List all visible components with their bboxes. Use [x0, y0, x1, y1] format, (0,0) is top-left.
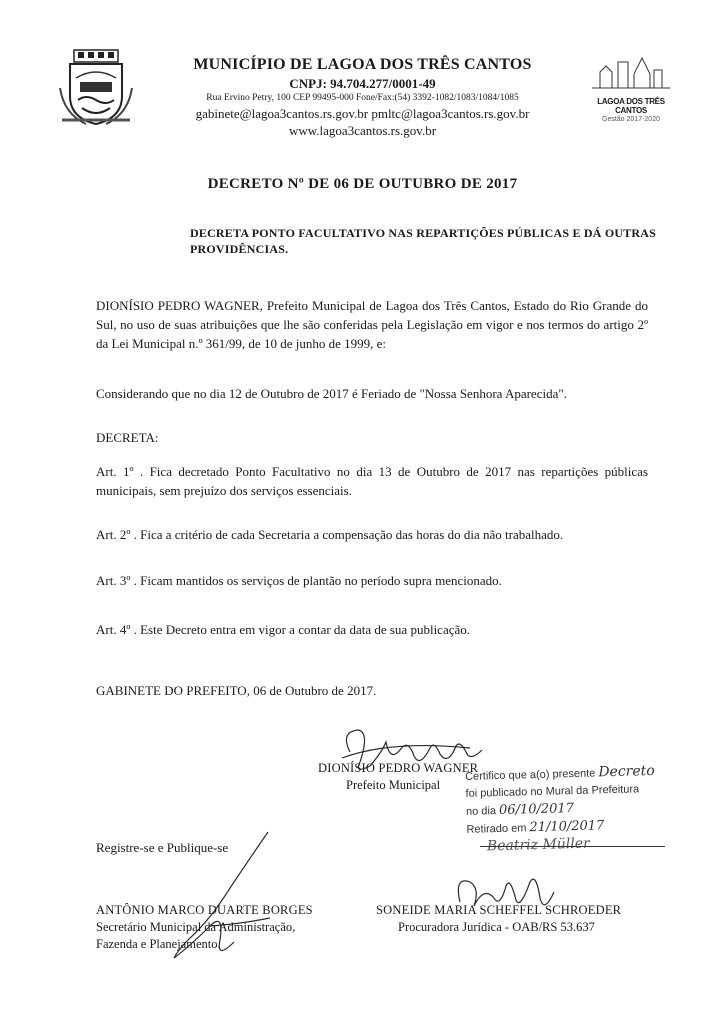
- website: www.lagoa3cantos.rs.gov.br: [288, 123, 437, 138]
- attorney-name: SONEIDE MARIA SCHEFFEL SCHROEDER: [376, 903, 622, 917]
- municipality-title: MUNICÍPIO DE LAGOA DOS TRÊS CANTOS: [193, 56, 532, 73]
- stamp-signature: Beatriz Müller: [486, 835, 590, 855]
- stamp-line-2: foi publicado no Mural da Prefeitura: [465, 783, 640, 800]
- register-publish: Registre-se e Publique-se: [96, 840, 229, 855]
- stamp-hand-4: 21/10/2017: [529, 818, 605, 836]
- stamp-line-4: Retirado em: [466, 822, 527, 836]
- decree-title: DECRETO Nº DE 06 DE OUTUBRO DE 2017: [207, 176, 518, 192]
- mayor-name: DIONÍSIO PEDRO WAGNER: [318, 761, 479, 775]
- stamp-line-3: no dia: [465, 805, 497, 818]
- cnpj: CNPJ: 94.704.277/0001-49: [289, 76, 436, 91]
- logo-name: LAGOA DOS TRÊS CANTOS: [597, 97, 665, 115]
- stamp-underline: [480, 846, 665, 847]
- mayor-role: Prefeito Municipal: [346, 778, 441, 792]
- logo-years: Gestão 2017-2020: [602, 116, 660, 123]
- administration-logo: [590, 54, 672, 124]
- intro-paragraph: DIONÍSIO PEDRO WAGNER, Prefeito Municipal de Lagoa dos Três Cantos, Estado do Rio Grande do Sul, no uso de suas atribuições que lhe são conferidas pela Legislação em vigor e nos termos do artigo 2º da Lei Municipal n.º 361/99, de 10 de junho de 1999, e:: [96, 298, 648, 351]
- considering-paragraph: Considerando que no dia 12 de Outubro de 2017 é Feriado de "Nossa Senhora Aparecida".: [96, 386, 567, 401]
- secretary-name: ANTÔNIO MARCO DUARTE BORGES: [96, 903, 313, 917]
- emails: gabinete@lagoa3cantos.rs.gov.br pmltc@lagoa3cantos.rs.gov.br: [195, 106, 530, 121]
- address: Rua Ervino Petry, 100 CEP 99495-000 Fone/Fax:(54) 3392-1082/1083/1084/1085: [206, 93, 519, 103]
- secretary-role-1: Secretário Municipal da Administração,: [96, 920, 296, 934]
- closing-line: GABINETE DO PREFEITO, 06 de Outubro de 2017.: [96, 683, 377, 698]
- stamp-hand-1: Decreto: [598, 762, 655, 781]
- stamp-hand-3: 06/10/2017: [498, 801, 575, 819]
- article-3: Art. 3º . Ficam mantidos os serviços de plantão no período supra mencionado.: [96, 573, 502, 588]
- article-4: Art. 4º . Este Decreto entra em vigor a contar da data de sua publicação.: [96, 622, 471, 637]
- decree-ementa: DECRETA PONTO FACULTATIVO NAS REPARTIÇÕES PÚBLICAS E DÁ OUTRAS PROVIDÊNCIAS.: [190, 226, 657, 256]
- article-2: Art. 2º . Fica a critério de cada Secretaria a compensação das horas do dia não trabalhado.: [96, 527, 564, 542]
- decreta-heading: DECRETA:: [96, 430, 159, 445]
- publication-stamp: [465, 762, 687, 856]
- attorney-role: Procuradora Jurídica - OAB/RS 53.637: [398, 920, 595, 934]
- secretary-role-2: Fazenda e Planejamento.: [96, 937, 221, 951]
- stamp-line-1: Certifico que a(o) presente: [464, 767, 596, 783]
- city-skyline-icon: [590, 54, 672, 90]
- article-1: Art. 1º . Fica decretado Ponto Facultativo no dia 13 de Outubro de 2017 nas repartições públicas municipais, sem prejuízo dos serviços essenciais.: [96, 464, 648, 498]
